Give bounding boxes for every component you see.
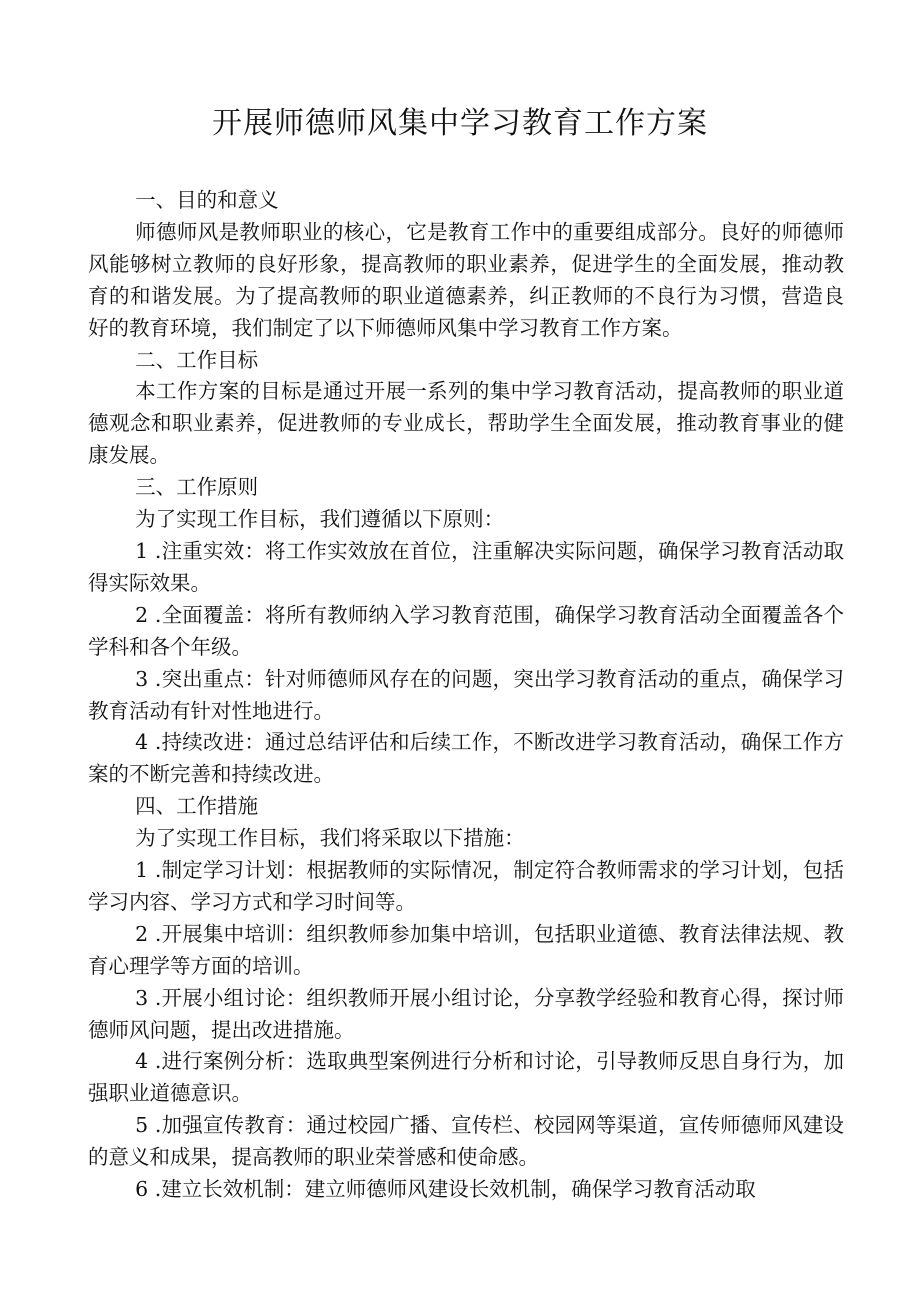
section-heading-measures: 四、工作措施: [135, 794, 259, 819]
section-heading-purpose: 一、目的和意义: [135, 188, 279, 212]
paragraph: 为了实现工作目标，我们将采取以下措施：: [135, 826, 525, 851]
paragraph: 本工作方案的目标是通过开展一系列的集中学习教育活动，提高教师的职业道德观念和职业素养，促进教师的专业成长，帮助学生全面发展，推动教育事业的健康发展。: [88, 379, 844, 468]
list-item: 2 .全面覆盖：将所有教师纳入学习教育范围，确保学习教育活动全面覆盖各个学科和各个年级。: [88, 602, 844, 659]
document-body: [88, 185, 844, 1206]
list-item: 4 .持续改进：通过总结评估和后续工作，不断改进学习教育活动，确保工作方案的不断完善和持续改进。: [88, 730, 844, 787]
list-item: 2 .开展集中培训：组织教师参加集中培训，包括职业道德、教育法律法规、教育心理学等方面的培训。: [88, 921, 844, 978]
list-item: 1 .注重实效：将工作实效放在首位，注重解决实际问题，确保学习教育活动取得实际效果。: [88, 538, 844, 595]
list-item: 4 .进行案例分析：选取典型案例进行分析和讨论，引导教师反思自身行为，加强职业道德意识。: [88, 1049, 844, 1106]
paragraph: 为了实现工作目标，我们遵循以下原则：: [135, 507, 505, 532]
list-item: 5 .加强宣传教育：通过校园广播、宣传栏、校园网等渠道，宣传师德师风建设的意义和成果，提高教师的职业荣誉感和使命感。: [88, 1113, 844, 1170]
list-item: 6 .建立长效机制：建立师德师风建设长效机制，确保学习教育活动取: [135, 1177, 756, 1202]
section-heading-principles: 三、工作原则: [135, 475, 259, 500]
list-item: 3 .突出重点：针对师德师风存在的问题，突出学习教育活动的重点，确保学习教育活动有针对性地进行。: [88, 666, 844, 723]
paragraph: 师德师风是教师职业的核心，它是教育工作中的重要组成部分。良好的师德师风能够树立教师的良好形象，提高教师的职业素养，促进学生的全面发展，推动教育的和谐发展。为了提高教师的职业道德素养，纠正教师的不良行为习惯，营造良好的教育环境，我们制定了以下师德师风集中学习教育工作方案。: [88, 219, 844, 340]
document-title: 开展师德师风集中学习教育工作方案: [212, 106, 708, 141]
list-item: 3 .开展小组讨论：组织教师开展小组讨论，分享教学经验和教育心得，探讨师德师风问题，提出改进措施。: [88, 985, 844, 1042]
list-item: 1 .制定学习计划：根据教师的实际情况，制定符合教师需求的学习计划，包括学习内容、学习方式和学习时间等。: [88, 858, 844, 914]
section-heading-goals: 二、工作目标: [135, 347, 259, 372]
